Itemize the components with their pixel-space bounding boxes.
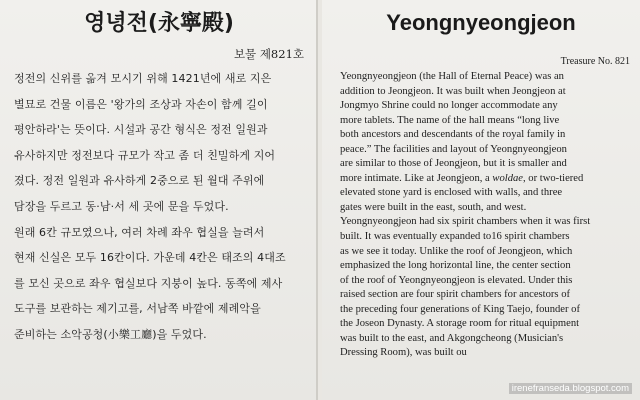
korean-line: 별묘로 건물 이름은 '왕가의 조상과 자손이 함께 길이	[14, 97, 268, 111]
english-line: are similar to those of Jeongjeon, but it is smaller and	[340, 158, 567, 170]
korean-line: 를 모신 곳으로 좌우 협실보다 지붕이 높다. 동쪽에 제사	[14, 276, 283, 290]
korean-sign-panel	[0, 0, 318, 400]
korean-line: 졌다. 정전 일원과 유사하게 2중으로 된 월대 주위에	[14, 174, 265, 188]
korean-line: 원래 6칸 규모였으나, 여러 차례 좌우 협실을 늘려서	[14, 225, 265, 239]
korean-line: 준비하는 소악공청(小樂工廳)을 두었다.	[14, 327, 207, 341]
english-line: addition to Jeongjeon. It was built when Jeongjeon at	[340, 85, 566, 97]
woldae-term: woldae	[492, 172, 523, 184]
english-line: more tablets. The name of the hall means “long live	[340, 114, 560, 126]
english-line: the preceding four generations of King Taejo, founder of	[340, 303, 580, 315]
korean-line: 현재 신실은 모두 16칸이다. 가운데 4칸은 태조의 4대조	[14, 251, 286, 265]
english-line-text: more intimate. Like at Jeongjeon, a	[340, 172, 493, 184]
korean-body-text	[14, 66, 314, 348]
english-line: the Joseon Dynasty. A storage room for ritual equipment	[340, 318, 580, 330]
english-line: of the roof of Yeongnyeongjeon is elevated. Under this	[340, 274, 573, 286]
english-line: emphasized the long horizontal line, the center section	[340, 260, 571, 272]
english-title: Yeongnyeongjeon	[386, 10, 576, 35]
english-body-text	[340, 70, 640, 361]
korean-line: 평안하라'는 뜻이다. 시설과 공간 형식은 정전 일원과	[14, 123, 268, 137]
english-line: Yeongnyeongjeon (the Hall of Eternal Peace) was an	[340, 71, 564, 82]
korean-title: 영녕전(永寧殿)	[84, 11, 234, 36]
korean-line: 담장을 두르고 동·남·서 세 곳에 문을 두었다.	[14, 199, 229, 213]
english-line: peace.” The facilities and layout of Yeongnyeongjeon	[340, 143, 567, 155]
english-line: Yeongnyeongjeon had six spirit chambers when it was first	[340, 216, 591, 228]
english-line-text: , or two-tiered	[523, 172, 584, 184]
english-line: as we see it today. Unlike the roof of Jeongjeon, which	[340, 245, 573, 257]
english-treasure-number: Treasure No. 821	[560, 56, 630, 67]
english-line	[340, 172, 640, 187]
english-line: Dressing Room), was built ou	[340, 347, 467, 359]
korean-line: 도구를 보관하는 제기고를, 서남쪽 바깥에 제례악을	[14, 302, 261, 316]
english-line: both ancestors and descendants of the royal family in	[340, 129, 566, 141]
english-line: raised section are four spirit chambers for ancestors of	[340, 289, 571, 301]
english-line: was built to the east, and Akgongcheong (Musician's	[340, 332, 564, 344]
english-sign-panel	[322, 0, 640, 400]
blog-watermark: irenefranseda.blogspot.com	[509, 383, 632, 394]
korean-line: 정전의 신위를 옮겨 모시기 위해 1421년에 새로 지은	[14, 72, 272, 85]
korean-line: 유사하지만 정전보다 규모가 작고 좀 더 친밀하게 지어	[14, 148, 276, 162]
english-line: elevated stone yard is enclosed with walls, and three	[340, 187, 563, 199]
english-line: gates were built in the east, south, and west.	[340, 201, 527, 213]
korean-treasure-number: 보물 제821호	[233, 47, 304, 61]
english-line: Jongmyo Shrine could no longer accommodate any	[340, 100, 558, 112]
english-line: built. It was eventually expanded to16 spirit chambers	[340, 231, 570, 243]
